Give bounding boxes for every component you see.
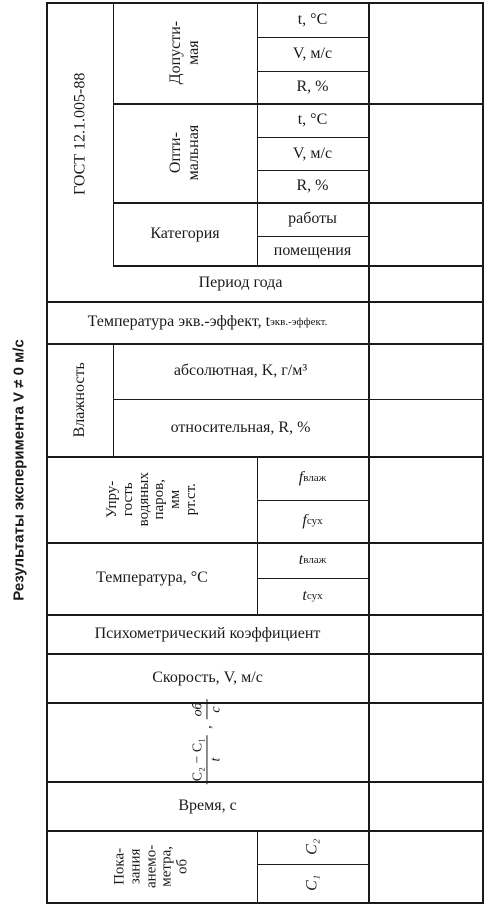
formula-unit [191,699,225,719]
f-wet-symbol: f [298,469,304,487]
t-wet-subscript: влаж [303,553,327,566]
formula [191,699,225,784]
c2-label: C₂ [303,838,321,856]
anemometer-label: Пока- зания анемо- метра, об [111,844,191,888]
category-work-label: работы [288,210,337,228]
t-dry-subscript: сух [306,589,323,602]
humidity-relative [113,399,368,456]
optimal-label: Опти- мальная [167,124,202,181]
formula-denominator: t [208,757,224,762]
humidity-label: Влажность [71,361,89,438]
vapor-cell [47,456,257,542]
humidity-relative-label: относительная, R, % [170,418,311,436]
time-cell [47,781,368,830]
param-r-label: R, % [296,78,329,96]
param-r [257,170,368,202]
period-label: Период года [198,274,283,292]
f-dry [257,500,368,542]
gost-cell [47,3,113,265]
anemometer-cell [47,830,257,902]
psychrometric-cell [47,614,368,653]
f-wet-subscript: влаж [303,471,327,484]
param-t-label: t, °С [297,111,328,129]
param-v [257,137,368,170]
category-room-label: помещения [273,241,352,259]
t-wet-symbol: t [298,551,304,569]
param-r [257,71,368,103]
category-work [257,202,368,236]
category-room [257,236,368,265]
formula-unit-denominator: с [208,705,224,713]
humidity-absolute-label: абсолютная, K, г/м³ [173,362,308,380]
period-cell [113,265,368,301]
temperature-label: Температура, °С [96,569,208,587]
eq-temp-cell [47,301,368,343]
t-dry-symbol: t [302,587,307,605]
speed-label: Скорость, V, м/с [152,668,263,686]
c1-cell [257,864,368,902]
formula-separator: , [199,725,215,729]
param-v-label: V, м/с [292,144,333,162]
permissible-label: Допусти- мая [167,21,202,85]
humidity-cell [47,343,113,456]
psychrometric-label: Психометрический коэффициент [94,624,321,642]
c1-label: C₁ [303,874,321,892]
param-t [257,103,368,137]
time-label: Время, с [178,796,237,814]
param-t [257,3,368,37]
formula-fraction [191,735,225,784]
formula-numerator: C₂ − C₁ [191,735,208,784]
results-title-text: Результаты эксперимента V ≠ 0 м/с [10,339,28,601]
eq-temp-label: Температура экв.-эффект, t [87,313,271,331]
temperature-cell [47,542,257,614]
t-dry [257,578,368,614]
f-dry-symbol: f [302,512,307,530]
eq-temp-subscript: экв.-эффект. [270,315,328,328]
grid-line [368,3,370,902]
speed-cell [47,653,368,702]
t-wet [257,542,368,578]
gost-label: ГОСТ 12.1.005-88 [71,72,89,196]
results-vertical-title [4,300,34,640]
category-cell [113,202,257,265]
f-dry-subscript: сух [306,514,323,527]
vapor-label: Упру- гость водяных паров, мм рт.ст. [103,471,199,527]
param-r-label: R, % [296,177,329,195]
formula-cell [47,702,368,781]
humidity-absolute [113,343,368,399]
param-v-label: V, м/с [292,45,333,63]
param-v [257,37,368,71]
optimal-cell [113,103,257,202]
category-label: Категория [150,224,220,242]
permissible-cell [113,3,257,103]
formula-unit-numerator: об [191,699,208,719]
param-t-label: t, °С [297,11,328,29]
c2-cell [257,830,368,864]
f-wet [257,456,368,500]
